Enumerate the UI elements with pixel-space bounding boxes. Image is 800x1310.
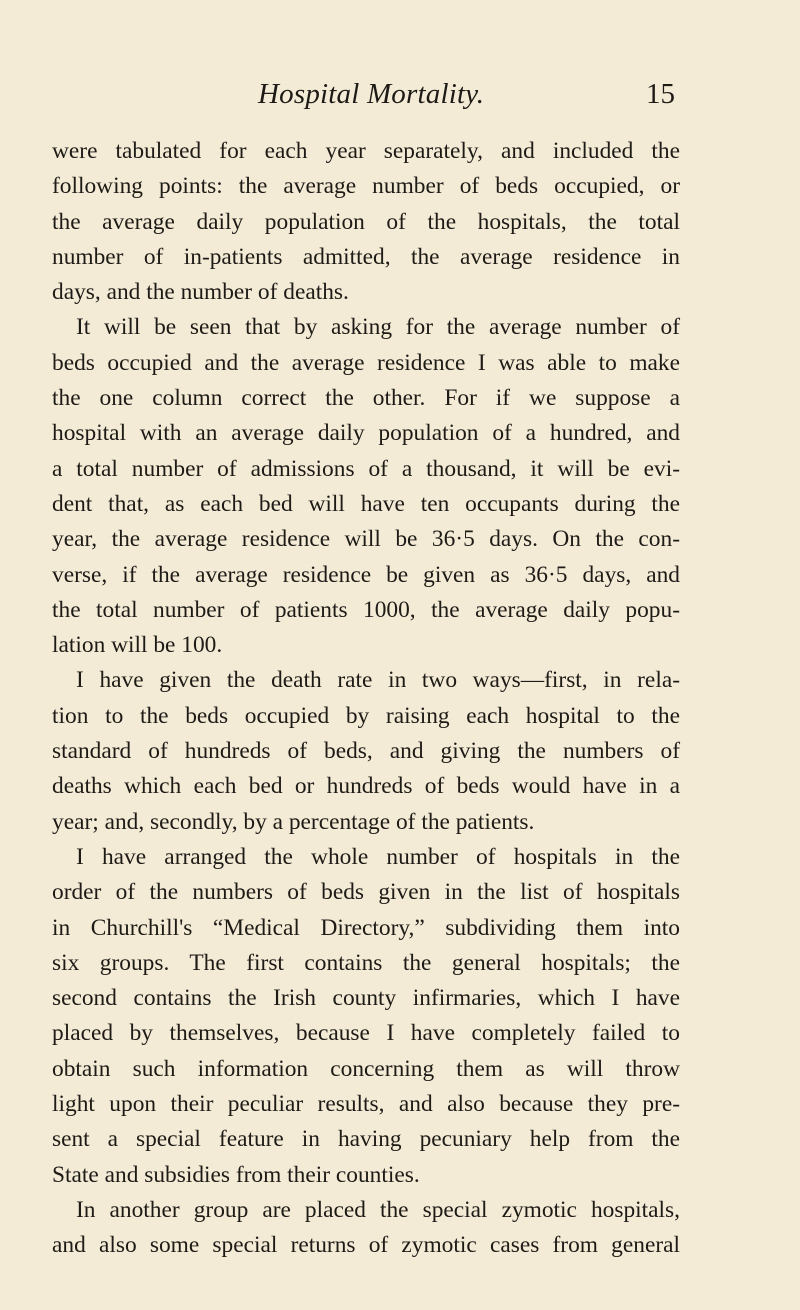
text-line: the average daily population of the hospitals, the total <box>52 208 680 235</box>
text-line: lation will be 100. <box>52 632 223 659</box>
body-text <box>52 134 680 1264</box>
text-line: sent a special feature in having pecuniary help from the <box>52 1126 680 1153</box>
text-line: the total number of patients 1000, the average daily popu- <box>52 596 680 623</box>
text-line: order of the numbers of beds given in the list of hospitals <box>52 879 680 906</box>
text-line: in Churchill's “Medical Directory,” subdividing them into <box>52 914 680 941</box>
text-line: dent that, as each bed will have ten occupants during the <box>52 490 680 517</box>
text-line: number of in-patients admitted, the average residence in <box>52 243 680 270</box>
text-line: standard of hundreds of beds, and giving the numbers of <box>52 738 680 765</box>
text-line: and also some special returns of zymotic cases from general <box>52 1232 680 1259</box>
text-line: light upon their peculiar results, and also because they pre- <box>52 1091 680 1118</box>
text-line: obtain such information concerning them as will throw <box>52 1055 680 1082</box>
text-line: hospital with an average daily population of a hundred, and <box>52 420 680 447</box>
running-head <box>0 78 800 118</box>
text-line: I have arranged the whole number of hospitals in the <box>76 843 680 870</box>
text-line: It will be seen that by asking for the average number of <box>76 314 680 341</box>
text-line: following points: the average number of beds occupied, or <box>52 173 680 200</box>
text-line: verse, if the average residence be given as 36·5 days, and <box>52 561 680 588</box>
text-line: the one column correct the other. For if we suppose a <box>52 385 680 412</box>
text-line: I have given the death rate in two ways—first, in rela- <box>76 667 680 694</box>
page-number: 15 <box>646 78 675 110</box>
running-title: Hospital Mortality. <box>258 78 485 110</box>
text-line: second contains the Irish county infirmaries, which I have <box>52 985 680 1012</box>
text-line: deaths which each bed or hundreds of beds would have in a <box>52 773 680 800</box>
text-line: year, the average residence will be 36·5 days. On the con- <box>52 526 680 553</box>
text-line: In another group are placed the special zymotic hospitals, <box>76 1196 680 1223</box>
text-line: placed by themselves, because I have completely failed to <box>52 1020 680 1047</box>
text-line: days, and the number of deaths. <box>52 279 349 306</box>
text-line: beds occupied and the average residence I was able to make <box>52 349 680 376</box>
text-line: were tabulated for each year separately, and included the <box>52 138 680 164</box>
text-line: State and subsidies from their counties. <box>52 1161 420 1188</box>
text-line: a total number of admissions of a thousand, it will be evi- <box>52 455 680 482</box>
text-line: tion to the beds occupied by raising each hospital to the <box>52 702 680 729</box>
text-line: six groups. The first contains the general hospitals; the <box>52 949 680 976</box>
text-line: year; and, secondly, by a percentage of the patients. <box>52 808 535 835</box>
